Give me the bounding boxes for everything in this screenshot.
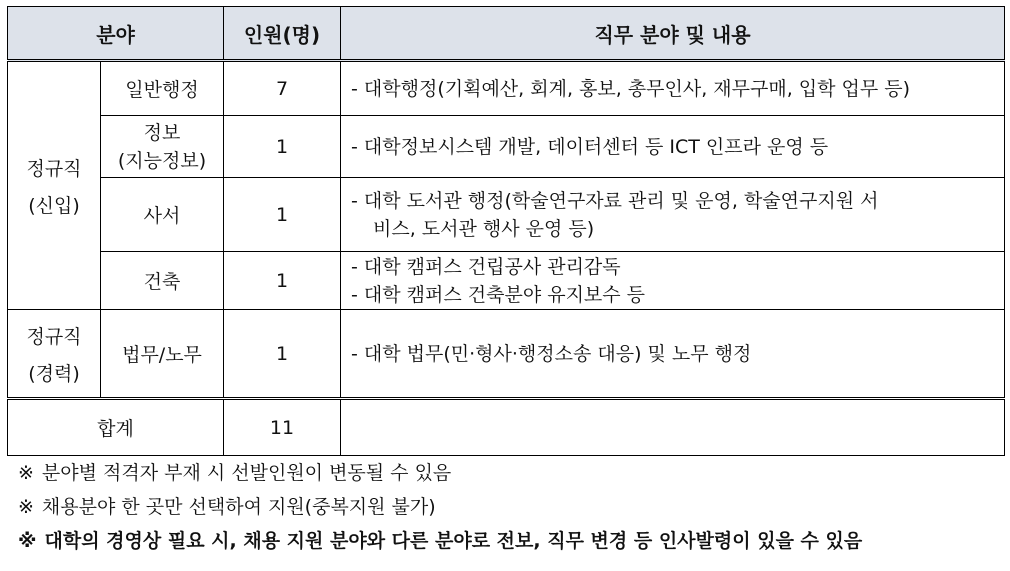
duty-line: - 대학 캠퍼스 건축분야 유지보수 등: [351, 283, 646, 306]
duty-cell: [341, 310, 1005, 399]
reference-mark-icon: ※: [18, 530, 37, 552]
duty-cell: [341, 178, 1005, 252]
count-cell: 1: [224, 178, 341, 252]
category-label: 정규직: [26, 157, 82, 180]
note-item: [18, 456, 998, 490]
duty-line: - 대학 법무(민·형사·행정소송 대응) 및 노무 행정: [351, 342, 752, 365]
duty-cell: [341, 116, 1005, 178]
category-cell-new: [8, 61, 101, 310]
note-item-emphasis: [18, 524, 998, 558]
total-duty-empty: [341, 399, 1005, 456]
total-label: 합계: [8, 399, 224, 456]
total-row: [8, 399, 1005, 456]
field-cell: 건축: [101, 252, 224, 310]
field-cell: [101, 116, 224, 178]
table-row: [8, 61, 1005, 116]
count-cell: 7: [224, 61, 341, 116]
category-label: 정규직: [26, 325, 82, 348]
duty-cell: [341, 252, 1005, 310]
reference-mark-icon: ※: [18, 496, 34, 518]
table-row: [8, 178, 1005, 252]
field-sublabel: (지능정보): [117, 149, 207, 172]
reference-mark-icon: ※: [18, 462, 34, 484]
category-sublabel: (신입): [28, 194, 80, 217]
field-cell: 일반행정: [101, 61, 224, 116]
notes-section: [18, 456, 998, 558]
duty-line: - 대학 캠퍼스 건립공사 관리감독: [351, 255, 621, 278]
duty-line: - 대학 도서관 행정(학술연구자료 관리 및 운영, 학술연구지원 서: [351, 189, 879, 212]
count-cell: 1: [224, 116, 341, 178]
total-count: 11: [224, 399, 341, 456]
note-text: 채용분야 한 곳만 선택하여 지원(중복지원 불가): [41, 496, 436, 518]
count-cell: 1: [224, 252, 341, 310]
duty-line: 비스, 도서관 행사 운영 등): [373, 217, 595, 240]
table-row: [8, 116, 1005, 178]
field-label: 정보: [143, 121, 181, 144]
count-cell: 1: [224, 310, 341, 399]
header-duty: 직무 분야 및 내용: [341, 7, 1005, 61]
recruitment-table: [7, 6, 1005, 456]
field-cell: 법무/노무: [101, 310, 224, 399]
table-header-row: [8, 7, 1005, 61]
field-cell: 사서: [101, 178, 224, 252]
note-text: 분야별 적격자 부재 시 선발인원이 변동될 수 있음: [41, 462, 452, 484]
table-row: [8, 310, 1005, 399]
table-row: [8, 252, 1005, 310]
note-text: 대학의 경영상 필요 시, 채용 지원 분야와 다른 분야로 전보, 직무 변경 등 인사발령이 있을 수 있음: [44, 530, 863, 552]
category-sublabel: (경력): [28, 362, 80, 385]
duty-cell: [341, 61, 1005, 116]
duty-line: - 대학행정(기획예산, 회계, 홍보, 총무인사, 재무구매, 입학 업무 등): [351, 77, 911, 100]
note-item: [18, 490, 998, 524]
duty-line: - 대학정보시스템 개발, 데이터센터 등 ICT 인프라 운영 등: [351, 135, 829, 158]
category-cell-experienced: [8, 310, 101, 399]
header-count: 인원(명): [224, 7, 341, 61]
header-field: 분야: [8, 7, 224, 61]
